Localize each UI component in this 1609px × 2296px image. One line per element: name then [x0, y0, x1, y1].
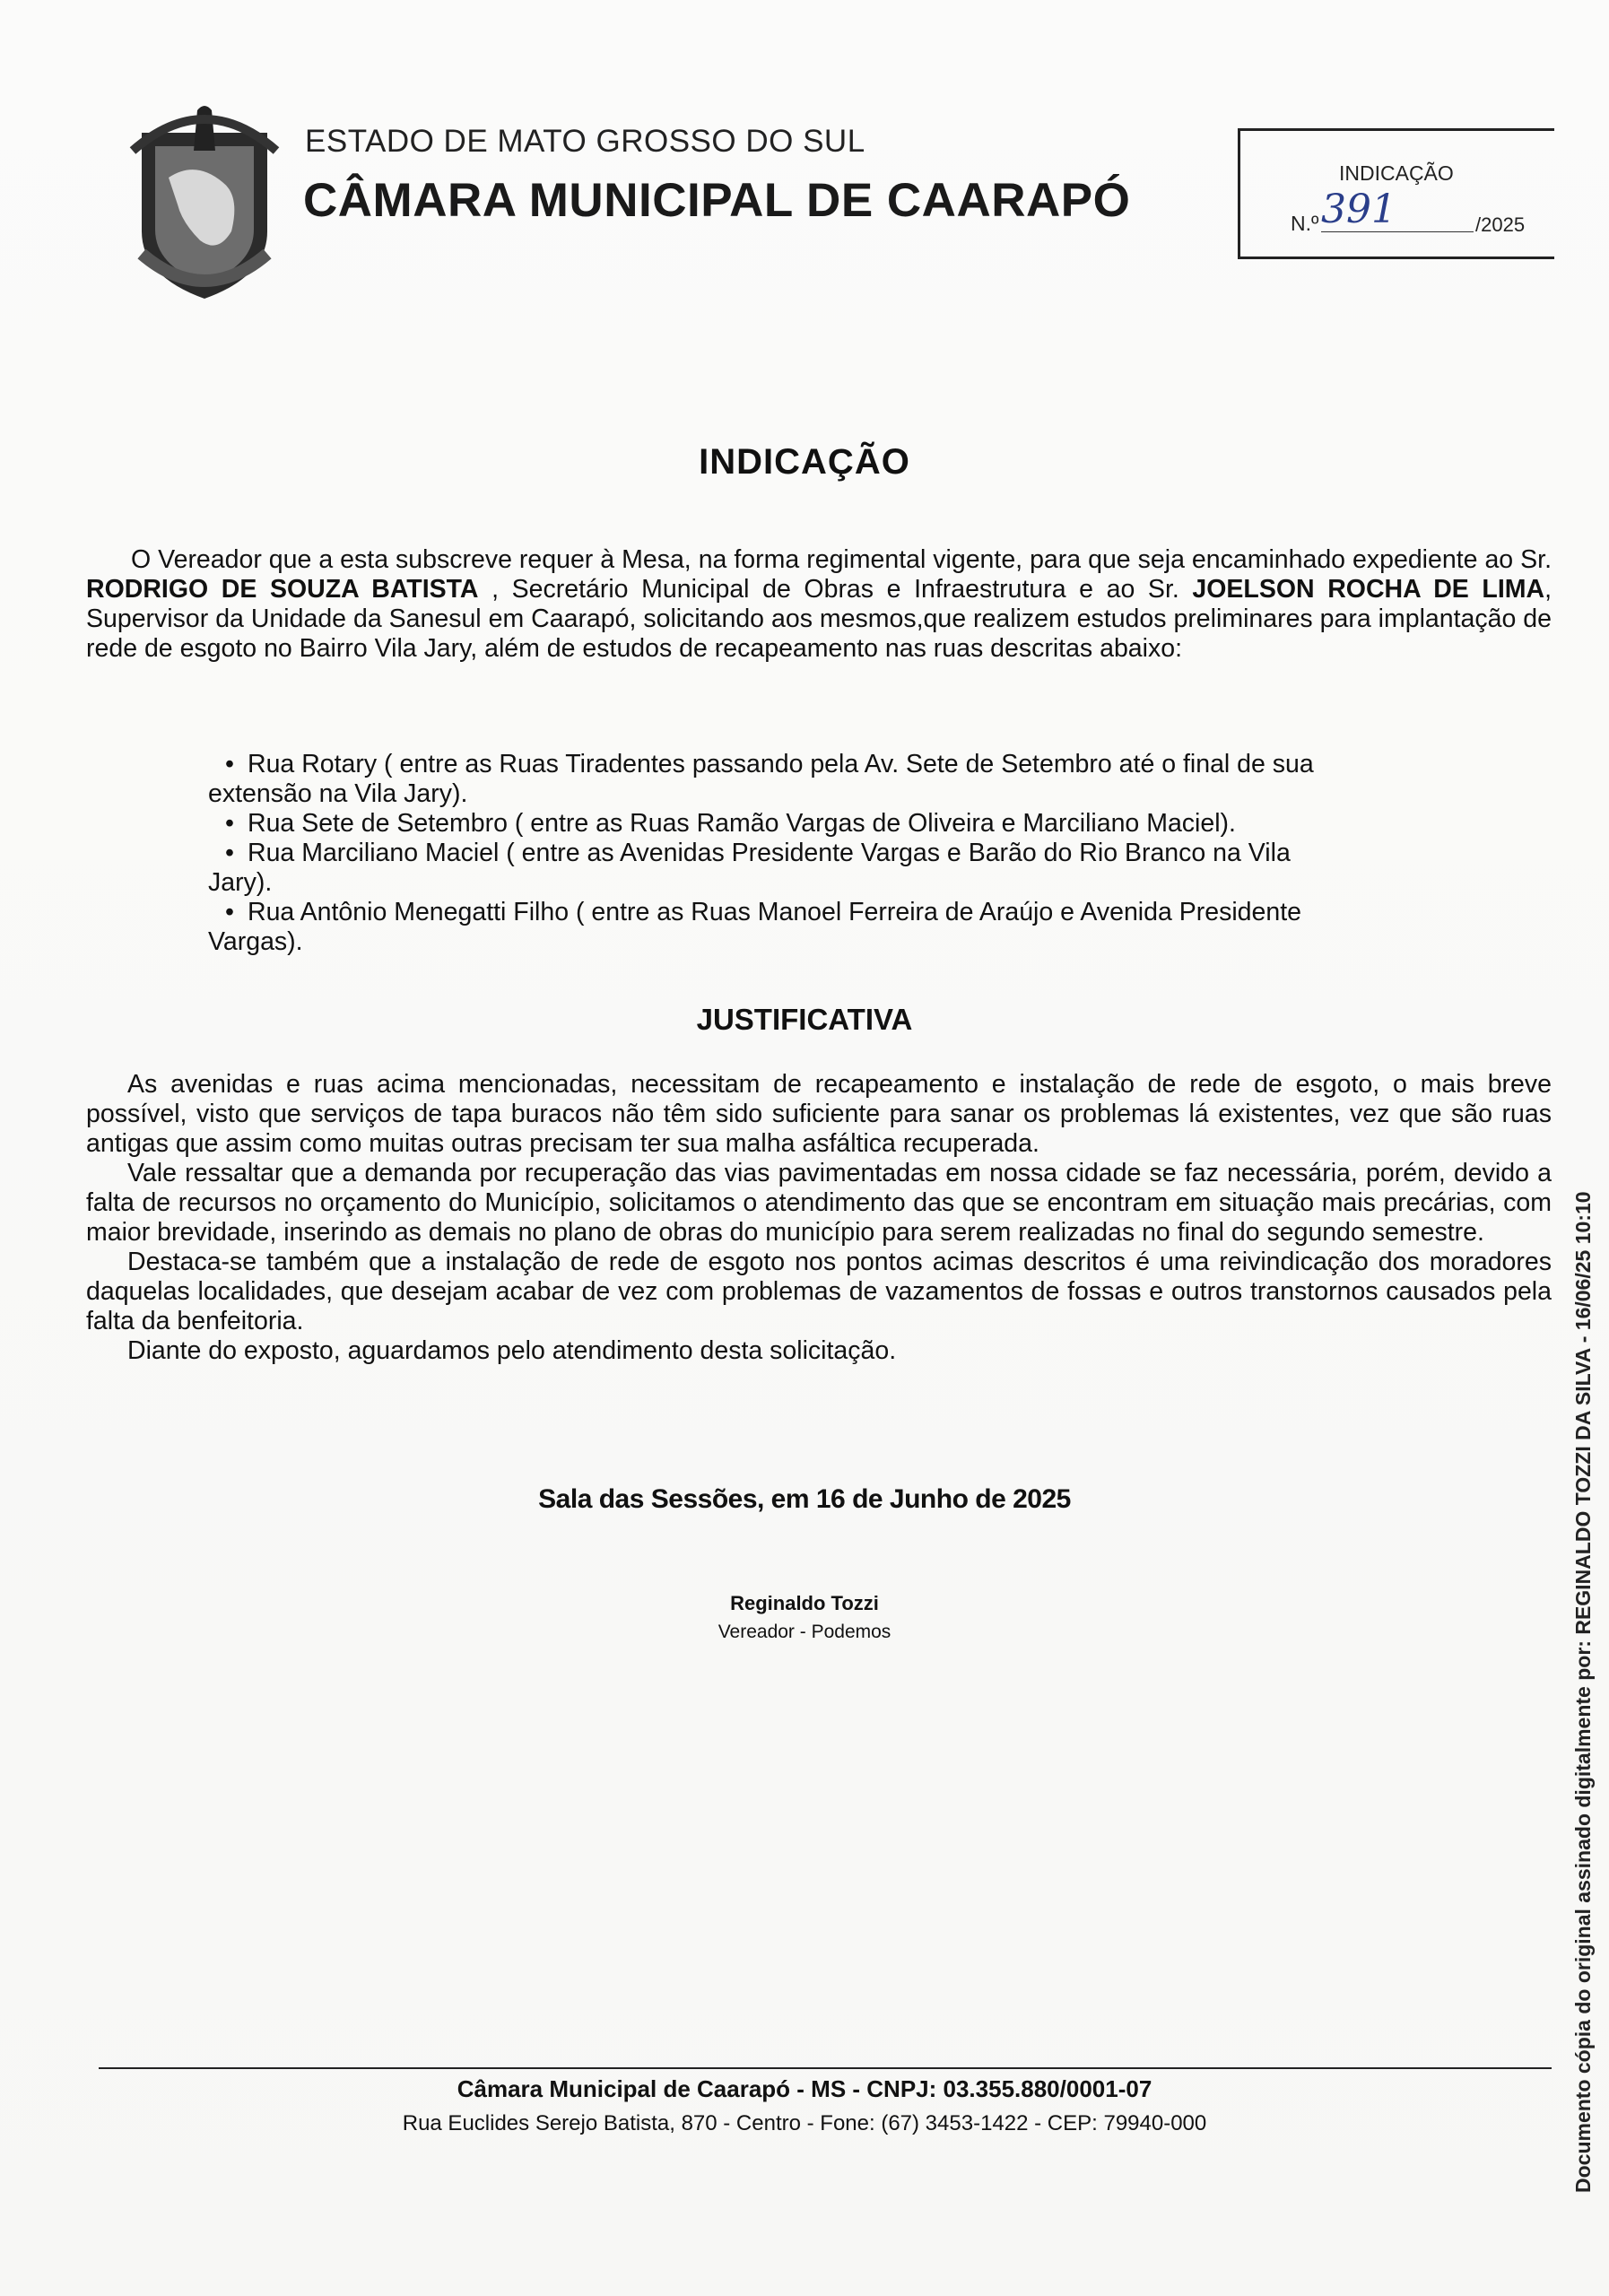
list-item: • Rua Sete de Setembro ( entre as Ruas Ramão Vargas de Oliveira e Marciliano Maciel). [225, 809, 1236, 838]
intro-paragraph [86, 545, 1552, 664]
justification-section [86, 1070, 1552, 1366]
number-prefix: N.º [1291, 212, 1319, 235]
state-heading: ESTADO DE MATO GROSSO DO SUL [305, 124, 865, 159]
number-underline [1321, 231, 1474, 232]
footer-org-line: Câmara Municipal de Caarapó - MS - CNPJ: 03.355.880/0001-07 [457, 2075, 1152, 2102]
intro-text-1: O Vereador que a esta subscreve requer à Mesa, na forma regimental vigente, para que seja encaminhado expediente ao Sr. [131, 545, 1552, 574]
justification-paragraph: Diante do exposto, aguardamos pelo atendimento desta solicitação. [127, 1336, 897, 1365]
supervisor-name: JOELSON ROCHA DE LIMA [1192, 575, 1545, 604]
footer-divider [99, 2067, 1552, 2069]
list-item: • Rua Antônio Menegatti Filho ( entre as Ruas Manoel Ferreira de Araújo e Avenida Presidente [225, 898, 1301, 926]
justification-title: JUSTIFICATIVA [696, 1003, 913, 1036]
list-item-continuation: extensão na Vila Jary). [208, 779, 468, 808]
municipal-seal-logo [115, 97, 294, 303]
secretary-name: RODRIGO DE SOUZA BATISTA [86, 575, 479, 604]
footer-address-line: Rua Euclides Serejo Batista, 870 - Centro - Fone: (67) 3453-1422 - CEP: 79940-000 [402, 2111, 1207, 2135]
handwritten-number: 391 [1321, 187, 1396, 232]
justification-paragraph: Vale ressaltar que a demanda por recuperação das vias pavimentadas em nossa cidade se faz necessária, porém, devido a falta de recursos no orçamento do Município, solicitamos o atendimento das que se encontram em situação mais precárias, com maior brevidade, inserindo as demais no plano de obras do município para serem realizadas no final do segundo semestre. [86, 1159, 1552, 1247]
list-item-continuation: Vargas). [208, 927, 303, 956]
chamber-heading: CÂMARA MUNICIPAL DE CAARAPÓ [303, 174, 1131, 227]
justification-paragraph: Destaca-se também que a instalação de rede de esgoto nos pontos acimas descritos é uma reivindicação dos moradores daquelas localidades, que desejam acabar de vez com problemas de vazamentos de fossas e outros transtornos causados pela falta da benfeitoria. [86, 1248, 1552, 1335]
closing-line: Sala das Sessões, em 16 de Junho de 2025 [538, 1484, 1071, 1514]
justification-paragraph: As avenidas e ruas acima mencionadas, necessitam de recapeamento e instalação de rede de esgoto, o mais breve possível, visto que serviços de tapa buracos não têm sido suficiente para sanar os problemas lá existentes, vez que são ruas antigas que assim como muitas outras precisam ter sua malha asfáltica recuperada. [86, 1070, 1552, 1158]
intro-text-2: , Secretário Municipal de Obras e Infraestrutura e ao Sr. [478, 575, 1193, 604]
signer-role: Vereador - Podemos [718, 1622, 891, 1642]
intro-text-3: , Supervisor da Unidade da Sanesul em Caarapó, solicitando aos mesmos,que realizem estudos preliminares para implantação de rede de esgoto no Bairro Vila Jary, além de estudos de recapeamento nas ruas descritas abaixo: [86, 575, 1552, 663]
signer-name: Reginaldo Tozzi [730, 1592, 879, 1614]
document-title: INDICAÇÃO [699, 442, 910, 482]
digital-signature-stamp: Documento cópia do original assinado digitalmente por: REGINALDO TOZZI DA SILVA - 16/06/25 10:10 [1571, 1191, 1595, 2193]
indicacao-number-box [1238, 128, 1554, 259]
list-item: • Rua Rotary ( entre as Ruas Tiradentes passando pela Av. Sete de Setembro até o final de sua [225, 750, 1314, 778]
list-item-continuation: Jary). [208, 868, 273, 897]
list-item: • Rua Marciliano Maciel ( entre as Avenidas Presidente Vargas e Barão do Rio Branco na Vila [225, 839, 1291, 867]
indicacao-box-label: INDICAÇÃO [1339, 161, 1454, 185]
street-list [86, 750, 1552, 957]
number-year: /2025 [1475, 213, 1526, 236]
